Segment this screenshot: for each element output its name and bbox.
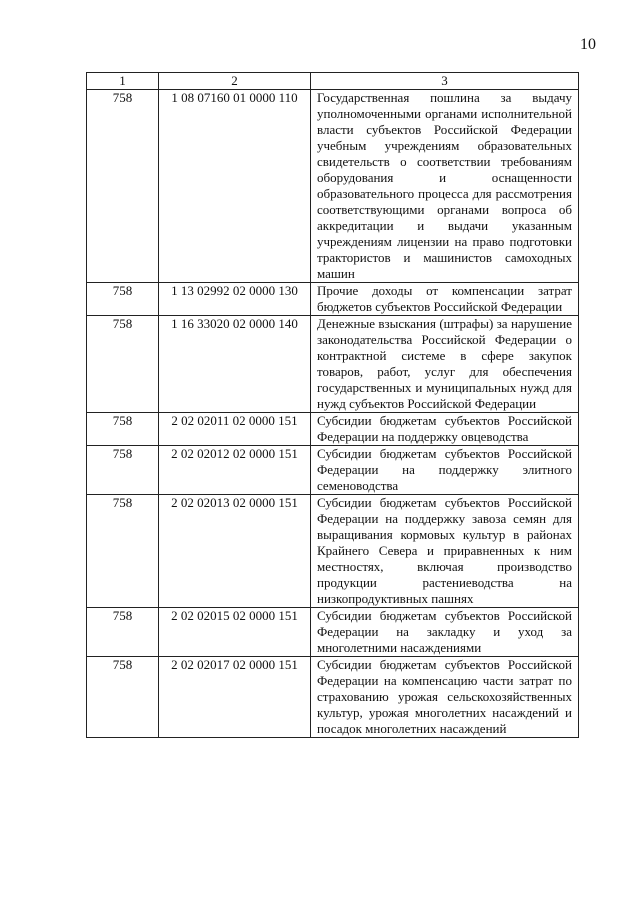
budget-code-cell: 2 02 02015 02 0000 151 <box>159 608 311 657</box>
admin-code-cell: 758 <box>87 283 159 316</box>
admin-code-cell: 758 <box>87 495 159 608</box>
budget-code-cell: 2 02 02012 02 0000 151 <box>159 446 311 495</box>
table-row <box>87 608 579 657</box>
budget-code-cell: 2 02 02017 02 0000 151 <box>159 657 311 738</box>
admin-code-cell: 758 <box>87 446 159 495</box>
admin-code-cell: 758 <box>87 90 159 283</box>
table-row <box>87 495 579 608</box>
income-name-cell: Субсидии бюджетам субъектов Российской Федерации на поддержку завоза семян для выращивания кормовых культур в районах Крайнего Севера и приравненных к ним местностях, включая производство продукции растениеводства на низкопродуктивных пашнях <box>311 495 579 608</box>
admin-code-cell: 758 <box>87 657 159 738</box>
income-name-cell: Денежные взыскания (штрафы) за нарушение законодательства Российской Федерации о контрактной системе в сфере закупок товаров, работ, услуг для обеспечения государственных и муниципальных нужд для нужд субъектов Российской Федерации <box>311 316 579 413</box>
table-row <box>87 657 579 738</box>
income-name-cell: Субсидии бюджетам субъектов Российской Федерации на поддержку элитного семеноводства <box>311 446 579 495</box>
admin-code-cell: 758 <box>87 608 159 657</box>
table-row <box>87 413 579 446</box>
income-name-cell: Субсидии бюджетам субъектов Российской Федерации на компенсацию части затрат по страхованию урожая сельскохозяйственных культур, урожая многолетних насаждений и посадок многолетних насаждений <box>311 657 579 738</box>
table-row <box>87 90 579 283</box>
page-number: 10 <box>580 36 596 53</box>
column-header-1: 1 <box>87 73 159 90</box>
budget-code-cell: 2 02 02013 02 0000 151 <box>159 495 311 608</box>
table-row <box>87 316 579 413</box>
table-row <box>87 446 579 495</box>
budget-code-cell: 1 08 07160 01 0000 110 <box>159 90 311 283</box>
table-row <box>87 283 579 316</box>
income-name-cell: Субсидии бюджетам субъектов Российской Федерации на закладку и уход за многолетними насаждениями <box>311 608 579 657</box>
table-header-row <box>87 73 579 90</box>
column-header-3: 3 <box>311 73 579 90</box>
admin-code-cell: 758 <box>87 316 159 413</box>
admin-code-cell: 758 <box>87 413 159 446</box>
income-name-cell: Субсидии бюджетам субъектов Российской Федерации на поддержку овцеводства <box>311 413 579 446</box>
budget-code-cell: 1 13 02992 02 0000 130 <box>159 283 311 316</box>
income-name-cell: Прочие доходы от компенсации затрат бюджетов субъектов Российской Федерации <box>311 283 579 316</box>
budget-code-cell: 1 16 33020 02 0000 140 <box>159 316 311 413</box>
budget-classification-table <box>86 72 579 738</box>
income-name-cell: Государственная пошлина за выдачу уполномоченными органами исполнительной власти субъектов Российской Федерации учебным учреждениям образовательных свидетельств о соответствии требованиям оборудования и оснащенности образовательного процесса для рассмотрения соответствующими органами вопроса об аккредитации и выдачи указанным учреждениям лицензии на право подготовки трактористов и машинистов самоходных машин <box>311 90 579 283</box>
budget-code-cell: 2 02 02011 02 0000 151 <box>159 413 311 446</box>
column-header-2: 2 <box>159 73 311 90</box>
